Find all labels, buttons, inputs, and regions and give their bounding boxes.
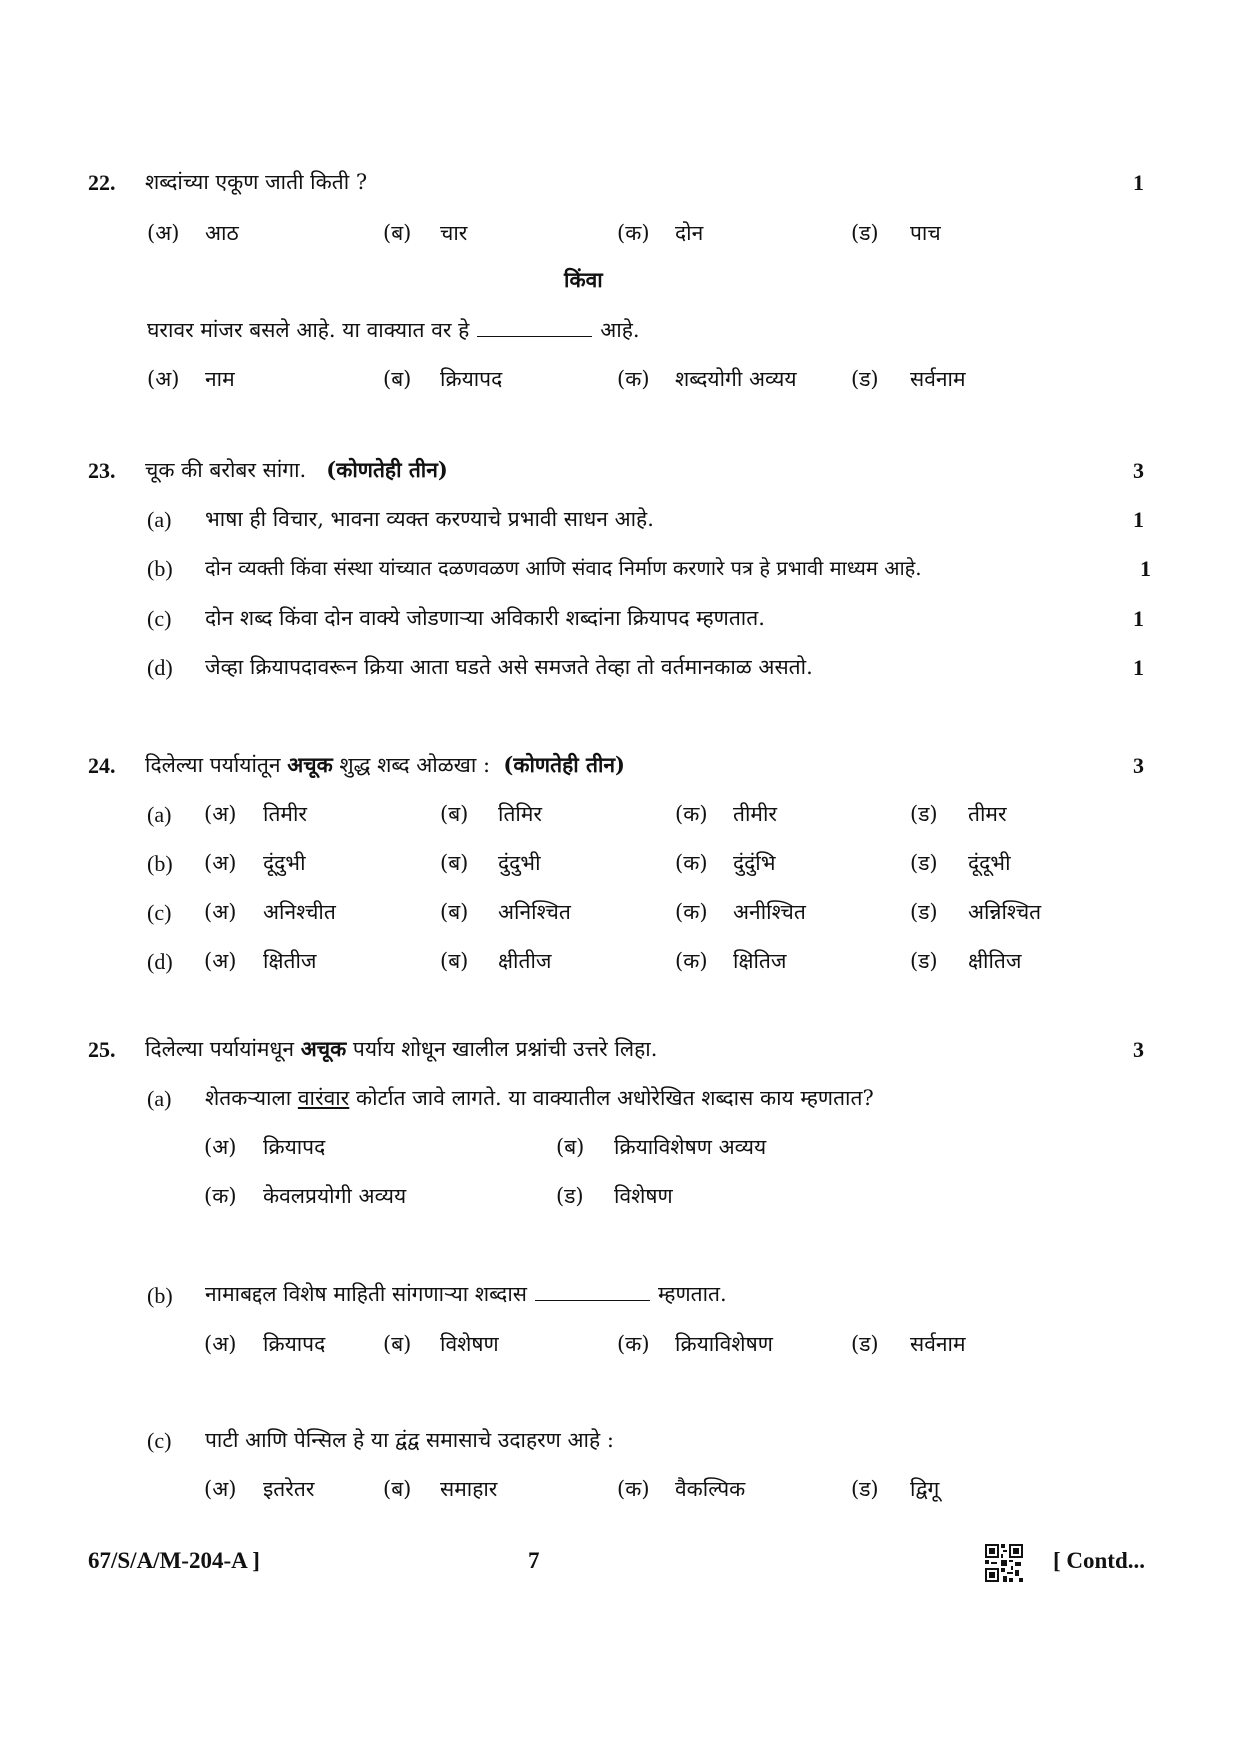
q22-alt-text-before: घरावर मांजर बसले आहे. या वाक्यात वर हे — [147, 318, 470, 342]
q24-text — [145, 751, 625, 779]
q24-d-opt-b: क्षीतीज — [498, 949, 552, 973]
q23-b-text: दोन व्यक्ती किंवा संस्था यांच्यात दळणवळण आणि संवाद निर्माण करणारे पत्र हे प्रभावी माध्यम आहे. — [205, 556, 922, 580]
page-number: 7 — [528, 1548, 540, 1573]
q25-c-opt-b: समाहार — [440, 1477, 498, 1501]
q25-a-text-before: शेतकऱ्याला — [205, 1086, 292, 1110]
q24-c-opt-d: अन्निश्चित — [968, 900, 1042, 924]
q24-d-opt-c-label: (क) — [675, 949, 708, 973]
q24-marks: 3 — [1133, 753, 1144, 778]
q22-alt-opt-d: सर्वनाम — [910, 367, 966, 391]
q25-text-after: पर्याय शोधून खालील प्रश्नांची उत्तरे लिहा. — [352, 1037, 658, 1061]
q25-c-opt-a-label: (अ) — [204, 1477, 237, 1501]
q25-a-opt-a: क्रियापद — [263, 1135, 326, 1159]
q24-c-opt-c: अनीश्चित — [733, 900, 806, 924]
q24-d-opt-c: क्षितिज — [733, 949, 787, 973]
q25-a-opt-d-label: (ड) — [556, 1184, 584, 1208]
q24-any-three: (कोणतेही तीन) — [503, 752, 625, 777]
q24-a-opt-d-label: (ड) — [910, 802, 938, 826]
q22-alt-opt-b-label: (ब) — [383, 367, 412, 391]
q24-row-d-label: (d) — [147, 949, 173, 974]
q24-c-opt-a-label: (अ) — [204, 900, 237, 924]
q23-d-marks: 1 — [1133, 655, 1144, 680]
q24-row-a-label: (a) — [147, 802, 172, 827]
answer-blank — [535, 1282, 650, 1301]
q22-number: 22. — [88, 170, 116, 195]
q25-b-opt-a: क्रियापद — [263, 1332, 326, 1356]
q22-alt-opt-b: क्रियापद — [440, 367, 503, 391]
q25-b-opt-d: सर्वनाम — [910, 1332, 966, 1356]
q23-a-marks: 1 — [1133, 507, 1144, 532]
q22-alt-opt-c: शब्दयोगी अव्यय — [675, 367, 797, 391]
q24-c-opt-b-label: (ब) — [440, 900, 469, 924]
q24-a-opt-a: तिमीर — [263, 802, 307, 826]
q22-alt-question — [147, 316, 640, 344]
qr-code-icon — [985, 1544, 1023, 1582]
q24-b-opt-d-label: (ड) — [910, 851, 938, 875]
q23-d-text: जेव्हा क्रियापदावरून क्रिया आता घडते असे समजते तेव्हा तो वर्तमानकाळ असतो. — [205, 655, 813, 679]
q25-c-opt-d-label: (ड) — [851, 1477, 879, 1501]
q24-b-opt-c: दुंदुंभि — [733, 851, 776, 875]
q25-a-opt-c: केवलप्रयोगी अव्यय — [263, 1184, 407, 1208]
q25-number: 25. — [88, 1037, 116, 1062]
q24-c-opt-d-label: (ड) — [910, 900, 938, 924]
q22-opt-b: चार — [440, 221, 468, 245]
continued-label: [ Contd... — [1053, 1548, 1146, 1573]
q22-marks: 1 — [1133, 170, 1144, 195]
q25-c-label: (c) — [147, 1428, 172, 1453]
q25-b-opt-c-label: (क) — [617, 1332, 650, 1356]
q24-b-opt-d: दूंदूभी — [968, 851, 1011, 875]
q23-question: चूक की बरोबर सांगा. — [145, 458, 307, 482]
q23-d-label: (d) — [147, 655, 173, 680]
q24-d-opt-d: क्षीतिज — [968, 949, 1022, 973]
q24-text-after: शुद्ध शब्द ओळखा : — [339, 753, 491, 777]
q25-b-opt-b: विशेषण — [440, 1332, 499, 1356]
q25-c-opt-c: वैकल्पिक — [675, 1477, 746, 1501]
q25-c-text: पाटी आणि पेन्सिल हे या द्वंद्व समासाचे उदाहरण आहे : — [205, 1428, 614, 1452]
q22-opt-b-label: (ब) — [383, 221, 412, 245]
q24-c-opt-a: अनिश्चीत — [263, 900, 336, 924]
q25-b-opt-c: क्रियाविशेषण — [675, 1332, 773, 1356]
q24-b-opt-a: दूंदुभी — [263, 851, 306, 875]
q24-a-opt-a-label: (अ) — [204, 802, 237, 826]
q22-opt-c-label: (क) — [617, 221, 650, 245]
q25-a-text-after: कोर्टात जावे लागते. या वाक्यातील अधोरेखित शब्दास काय म्हणतात? — [355, 1086, 874, 1110]
q23-any-three: (कोणतेही तीन) — [326, 457, 448, 482]
q24-c-opt-c-label: (क) — [675, 900, 708, 924]
q22-alt-opt-a: नाम — [205, 367, 235, 391]
q24-a-opt-d: तीमर — [968, 802, 1007, 826]
q25-b-opt-b-label: (ब) — [383, 1332, 412, 1356]
q25-a-opt-a-label: (अ) — [204, 1135, 237, 1159]
q22-alt-text-after: आहे. — [600, 318, 640, 342]
q22-alt-opt-a-label: (अ) — [147, 367, 180, 391]
q23-text — [145, 456, 448, 484]
q25-b-opt-a-label: (अ) — [204, 1332, 237, 1356]
q24-a-opt-c-label: (क) — [675, 802, 708, 826]
q25-marks: 3 — [1133, 1037, 1144, 1062]
q24-row-b-label: (b) — [147, 851, 173, 876]
q22-alt-opt-c-label: (क) — [617, 367, 650, 391]
q25-a-underlined: वारंवार — [297, 1086, 350, 1110]
q24-b-opt-b-label: (ब) — [440, 851, 469, 875]
q24-b-opt-c-label: (क) — [675, 851, 708, 875]
q22-opt-c: दोन — [675, 221, 704, 245]
q24-d-opt-d-label: (ड) — [910, 949, 938, 973]
q24-c-opt-b: अनिश्चित — [498, 900, 571, 924]
or-separator: किंवा — [564, 267, 603, 292]
q22-opt-d-label: (ड) — [851, 221, 879, 245]
q25-c-opt-b-label: (ब) — [383, 1477, 412, 1501]
q23-c-text: दोन शब्द किंवा दोन वाक्ये जोडणाऱ्या अविकारी शब्दांना क्रियापद म्हणतात. — [205, 606, 765, 630]
q22-text: शब्दांच्या एकूण जाती किती ? — [145, 170, 368, 194]
q25-c-opt-d: द्विगू — [910, 1477, 940, 1501]
q25-a-opt-c-label: (क) — [204, 1184, 237, 1208]
q25-a-opt-b: क्रियाविशेषण अव्यय — [614, 1135, 767, 1159]
q23-a-text: भाषा ही विचार, भावना व्यक्त करण्याचे प्रभावी साधन आहे. — [205, 507, 654, 531]
q23-c-label: (c) — [147, 606, 172, 631]
q24-a-opt-b-label: (ब) — [440, 802, 469, 826]
q24-number: 24. — [88, 753, 116, 778]
q25-b-label: (b) — [147, 1283, 173, 1308]
q22-opt-d: पाच — [910, 221, 941, 245]
q23-b-label: (b) — [147, 556, 173, 581]
q24-row-c-label: (c) — [147, 900, 172, 925]
q25-text-before: दिलेल्या पर्यायांमधून — [145, 1037, 295, 1061]
q25-b-text — [205, 1280, 727, 1308]
q25-b-opt-d-label: (ड) — [851, 1332, 879, 1356]
q24-bold-word: अचूक — [287, 752, 333, 777]
q25-b-text-after: म्हणतात. — [657, 1282, 727, 1306]
q25-bold-word: अचूक — [300, 1036, 347, 1061]
answer-blank — [477, 318, 592, 337]
q24-b-opt-a-label: (अ) — [204, 851, 237, 875]
q25-b-text-before: नामाबद्दल विशेष माहिती सांगणाऱ्या शब्दास — [205, 1282, 527, 1306]
paper-code: 67/S/A/M-204-A ] — [88, 1548, 260, 1573]
q25-a-text — [205, 1084, 874, 1112]
q25-a-label: (a) — [147, 1086, 172, 1111]
q22-alt-opt-d-label: (ड) — [851, 367, 879, 391]
q23-number: 23. — [88, 458, 116, 483]
q23-marks: 3 — [1133, 458, 1144, 483]
q25-a-opt-b-label: (ब) — [556, 1135, 585, 1159]
q24-b-opt-b: दुंदुभी — [498, 851, 541, 875]
q25-c-opt-c-label: (क) — [617, 1477, 650, 1501]
q23-a-label: (a) — [147, 507, 172, 532]
q25-text — [145, 1035, 657, 1063]
q22-opt-a-label: (अ) — [147, 221, 180, 245]
q24-d-opt-a-label: (अ) — [204, 949, 237, 973]
q25-a-opt-d: विशेषण — [614, 1184, 673, 1208]
q24-d-opt-b-label: (ब) — [440, 949, 469, 973]
q23-c-marks: 1 — [1133, 606, 1144, 631]
q24-a-opt-c: तीमीर — [733, 802, 777, 826]
q23-b-marks: 1 — [1140, 556, 1151, 581]
q25-c-opt-a: इतरेतर — [263, 1477, 315, 1501]
q24-text-before: दिलेल्या पर्यायांतून — [145, 753, 281, 777]
q24-d-opt-a: क्षितीज — [263, 949, 317, 973]
q24-a-opt-b: तिमिर — [498, 802, 542, 826]
q22-opt-a: आठ — [205, 221, 239, 245]
